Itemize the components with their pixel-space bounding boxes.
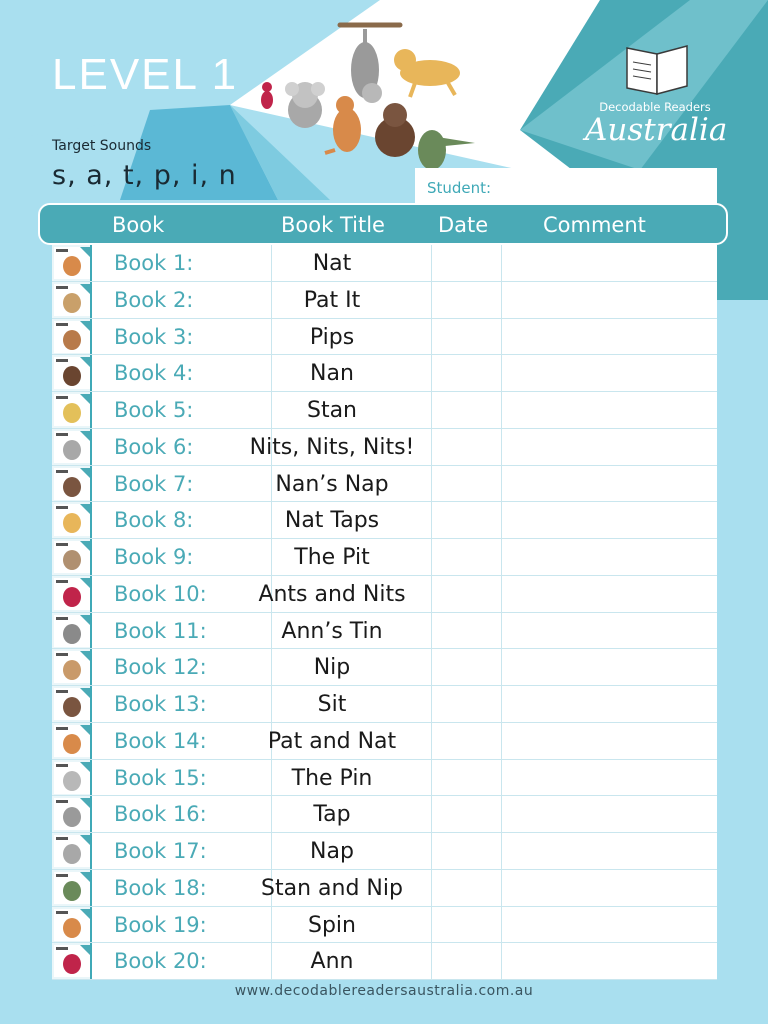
comment-cell[interactable] [502,686,717,722]
book-title-cell [232,796,432,832]
comment-cell[interactable] [502,539,717,575]
table-row [52,466,717,503]
date-cell[interactable] [432,723,502,759]
student-label: Student: [427,179,492,197]
table-row [52,319,717,356]
table-row [52,649,717,686]
book-cover-thumbnail [52,649,92,685]
book-cover-icon [54,504,90,536]
table-row [52,833,717,870]
book-number: Book 15: [114,765,207,790]
book-cover-thumbnail [52,833,92,869]
book-title: Nat [312,251,352,276]
book-cover-icon [54,651,90,683]
book-cover-icon [54,541,90,573]
book-cover-thumbnail [52,245,92,281]
book-title-cell [232,576,432,612]
date-cell[interactable] [432,943,502,979]
book-title: Ann [310,949,354,975]
book-cover-thumbnail [52,392,92,428]
table-row [52,796,717,833]
book-cover-icon [54,762,90,794]
book-cover-icon [54,247,90,279]
book-cover-icon [54,578,90,610]
book-cover-thumbnail [52,760,92,796]
book-number: Book 8: [114,508,194,533]
book-title-cell [232,943,432,979]
book-number: Book 11: [114,618,207,643]
book-number: Book 14: [114,728,207,753]
book-title: Nap [310,839,354,864]
book-number: Book 4: [114,361,194,386]
comment-cell[interactable] [502,429,717,465]
book-number: Book 2: [114,287,194,312]
date-cell[interactable] [432,539,502,575]
book-title-cell [232,282,432,318]
book-title-cell [232,355,432,391]
book-number: Book 16: [114,802,207,827]
comment-cell[interactable] [502,943,717,979]
book-number: Book 17: [114,839,207,863]
table-header [38,203,728,245]
book-title: Pat and Nat [267,728,397,754]
book-cover-thumbnail [52,502,92,538]
book-number: Book 9: [114,545,194,569]
book-cover-thumbnail [52,282,92,318]
book-cover-icon [54,688,90,720]
book-number: Book 3: [114,324,194,349]
date-cell[interactable] [432,870,502,906]
book-cover-thumbnail [52,723,92,759]
table-row [52,576,717,613]
comment-cell[interactable] [502,613,717,649]
comment-cell[interactable] [502,870,717,906]
comment-cell[interactable] [502,392,717,428]
book-title: The Pit [294,545,370,570]
comment-cell[interactable] [502,355,717,391]
book-list-table [52,245,717,980]
table-row [52,355,717,392]
date-cell[interactable] [432,319,502,355]
book-cover-icon [54,357,90,389]
date-cell[interactable] [432,282,502,318]
book-cover-icon [54,835,90,867]
target-sounds-label: Target Sounds [52,138,152,154]
table-row [52,245,717,282]
comment-cell[interactable] [502,319,717,355]
book-cover-icon [54,431,90,463]
header-book-title: Book Title [281,213,385,237]
open-book-icon [623,38,693,100]
animal-characters-illustration [250,15,480,180]
book-title-cell [232,319,432,355]
header-comment: Comment [543,213,646,237]
book-title: Spin [308,912,356,938]
book-cover-thumbnail [52,943,92,979]
book-number: Book 10: [114,581,207,606]
comment-cell[interactable] [502,502,717,538]
book-cover-icon [54,615,90,647]
table-row [52,723,717,760]
date-cell[interactable] [432,576,502,612]
date-cell[interactable] [432,392,502,428]
book-title-cell [232,870,432,906]
book-cover-thumbnail [52,907,92,943]
book-title: Ants and Nits [258,581,406,607]
table-row [52,539,717,576]
book-cover-thumbnail [52,576,92,612]
comment-cell[interactable] [502,282,717,318]
book-cover-icon [54,909,90,941]
book-title: Nits, Nits, Nits! [249,434,415,460]
book-number: Book 1: [114,251,194,275]
book-number: Book 20: [114,949,207,974]
book-title: Nan’s Nap [275,471,389,497]
book-cover-icon [54,945,90,977]
target-sounds: s, a, t, p, i, n [52,160,237,191]
book-title: Nip [313,655,351,681]
date-cell[interactable] [432,760,502,796]
comment-cell[interactable] [502,576,717,612]
date-cell[interactable] [432,429,502,465]
table-row [52,502,717,539]
logo-main-text: Australia [585,112,728,148]
book-title: Sit [317,692,347,717]
book-number: Book 12: [114,655,207,680]
book-cover-icon [54,725,90,757]
book-title-cell [232,613,432,649]
table-row [52,943,717,980]
book-cover-thumbnail [52,870,92,906]
decodable-readers-logo [585,38,728,158]
book-title: Nat Taps [284,508,380,534]
date-cell[interactable] [432,355,502,391]
date-cell[interactable] [432,686,502,722]
book-title-cell [232,760,432,796]
table-row [52,392,717,429]
book-cover-thumbnail [52,796,92,832]
book-number: Book 6: [114,434,194,459]
comment-cell[interactable] [502,833,717,869]
level-title: LEVEL 1 [52,50,239,99]
book-title-cell [232,723,432,759]
table-row [52,613,717,650]
book-title-cell [232,833,432,869]
book-title-cell [232,245,432,281]
table-row [52,907,717,944]
book-cover-thumbnail [52,355,92,391]
book-title-cell [232,429,432,465]
book-title-cell [232,392,432,428]
date-cell[interactable] [432,649,502,685]
book-title-cell [232,649,432,685]
table-row [52,429,717,466]
footer-url: www.decodablereadersaustralia.com.au [234,983,534,999]
date-cell[interactable] [432,466,502,502]
book-cover-icon [54,468,90,500]
table-row [52,760,717,797]
book-cover-thumbnail [52,466,92,502]
book-number: Book 18: [114,875,207,900]
header-book: Book [112,213,165,237]
book-title: The Pin [291,765,373,791]
table-row [52,282,717,319]
date-cell[interactable] [432,796,502,832]
book-title: Tap [313,802,351,828]
book-title: Stan [306,398,357,423]
book-number: Book 13: [114,692,207,716]
comment-cell[interactable] [502,466,717,502]
logo-top-text: Decodable Readers [599,100,711,114]
table-row [52,870,717,907]
book-title: Pat It [303,287,361,313]
comment-cell[interactable] [502,760,717,796]
book-number: Book 19: [114,912,207,937]
header-date: Date [438,213,489,237]
book-number: Book 5: [114,398,194,422]
comment-cell[interactable] [502,649,717,685]
book-cover-thumbnail [52,539,92,575]
book-title: Ann’s Tin [281,618,383,644]
date-cell[interactable] [432,245,502,281]
date-cell[interactable] [432,907,502,943]
date-cell[interactable] [432,502,502,538]
book-cover-thumbnail [52,319,92,355]
book-title-cell [232,686,432,722]
book-cover-thumbnail [52,429,92,465]
book-title: Pips [309,324,355,350]
book-cover-icon [54,394,90,426]
date-cell[interactable] [432,833,502,869]
book-cover-icon [54,872,90,904]
book-cover-icon [54,321,90,353]
book-title-cell [232,502,432,538]
comment-cell[interactable] [502,723,717,759]
table-row [52,686,717,723]
book-cover-thumbnail [52,613,92,649]
book-cover-thumbnail [52,686,92,722]
student-name-field[interactable] [505,178,705,200]
comment-cell[interactable] [502,245,717,281]
book-cover-icon [54,798,90,830]
book-title-cell [232,907,432,943]
book-number: Book 7: [114,471,194,496]
comment-cell[interactable] [502,796,717,832]
book-title: Stan and Nip [261,875,403,901]
date-cell[interactable] [432,613,502,649]
book-title-cell [232,466,432,502]
book-title: Nan [310,361,354,387]
book-title-cell [232,539,432,575]
book-cover-icon [54,284,90,316]
comment-cell[interactable] [502,907,717,943]
